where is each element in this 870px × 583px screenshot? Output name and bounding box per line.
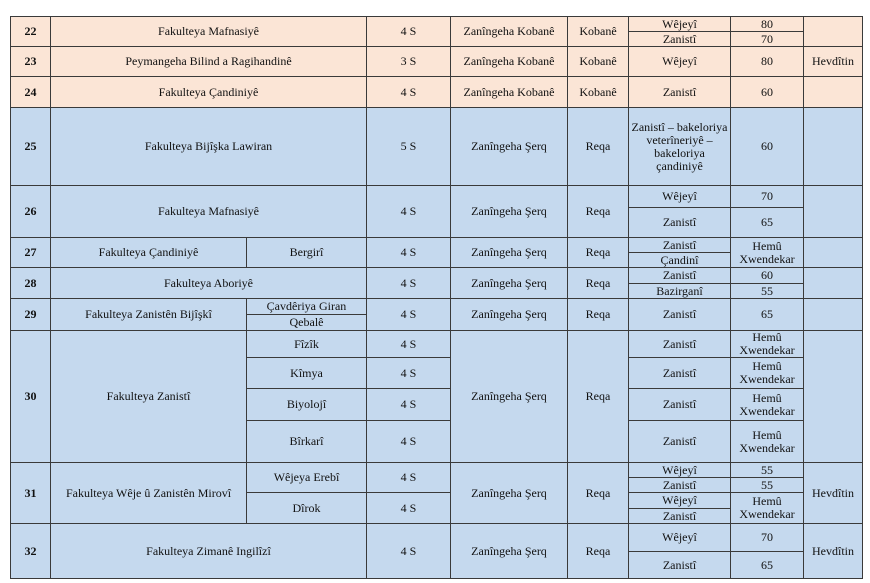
- branch-type: Çandinî: [628, 252, 731, 268]
- study-years: 4 S: [366, 237, 451, 268]
- row-number: 24: [10, 76, 51, 108]
- faculty-name: Fakulteya Çandiniyê: [50, 76, 367, 108]
- university-name: Zanîngeha Şerq: [450, 523, 568, 579]
- min-score: 70: [730, 31, 804, 47]
- branch-type: Zanistî: [628, 357, 731, 389]
- study-years: 4 S: [366, 267, 451, 299]
- min-score: Hemû Xwendekar: [730, 330, 804, 358]
- min-score: 70: [730, 185, 804, 208]
- city-name: Kobanê: [567, 16, 629, 47]
- department-name: Çavdêriya Giran: [246, 298, 367, 315]
- branch-type: Zanistî: [628, 76, 731, 108]
- study-years: 4 S: [366, 357, 451, 389]
- note: [803, 185, 863, 238]
- department-name: Kîmya: [246, 357, 367, 389]
- note: [803, 107, 863, 186]
- branch-type: Zanistî: [628, 267, 731, 284]
- branch-type: Zanistî: [628, 420, 731, 463]
- min-score: 80: [730, 46, 804, 77]
- min-score: 60: [730, 76, 804, 108]
- university-name: Zanîngeha Şerq: [450, 298, 568, 331]
- faculty-name: Fakulteya Bijîşka Lawiran: [50, 107, 367, 186]
- study-years: 4 S: [366, 330, 451, 358]
- study-years: 4 S: [366, 76, 451, 108]
- branch-type: Zanistî – bakeloriya veterîneriyê – bakeloriya çandiniyê: [628, 107, 731, 186]
- faculty-name: Fakulteya Aboriyê: [50, 267, 367, 299]
- study-years: 4 S: [366, 298, 451, 331]
- min-score: 80: [730, 16, 804, 32]
- row-number: 26: [10, 185, 51, 238]
- note: [803, 76, 863, 108]
- note: [803, 16, 863, 47]
- min-score: 60: [730, 107, 804, 186]
- min-score: 65: [730, 207, 804, 238]
- study-years: 3 S: [366, 46, 451, 77]
- branch-type: Wêjeyî: [628, 16, 731, 32]
- city-name: Kobanê: [567, 76, 629, 108]
- min-score: 55: [730, 477, 804, 493]
- branch-type: Zanistî: [628, 31, 731, 47]
- branch-type: Zanistî: [628, 477, 731, 493]
- branch-type: Wêjeyî: [628, 523, 731, 552]
- min-score: 60: [730, 267, 804, 284]
- department-name: Bîrkarî: [246, 420, 367, 463]
- branch-type: Wêjeyî: [628, 492, 731, 509]
- min-score: 55: [730, 462, 804, 478]
- faculty-name: Peymangeha Bilind a Ragihandinê: [50, 46, 367, 77]
- branch-type: Zanistî: [628, 508, 731, 524]
- city-name: Reqa: [567, 107, 629, 186]
- study-years: 4 S: [366, 462, 451, 493]
- min-score: 55: [730, 283, 804, 299]
- faculty-name: Fakulteya Mafnasiyê: [50, 16, 367, 47]
- university-name: Zanîngeha Şerq: [450, 462, 568, 524]
- faculty-name: Fakulteya Zimanê Ingilîzî: [50, 523, 367, 579]
- branch-type: Zanistî: [628, 330, 731, 358]
- row-number: 22: [10, 16, 51, 47]
- faculty-name: Fakulteya Mafnasiyê: [50, 185, 367, 238]
- branch-type: Bazirganî: [628, 283, 731, 299]
- row-number: 28: [10, 267, 51, 299]
- study-years: 4 S: [366, 185, 451, 238]
- city-name: Reqa: [567, 237, 629, 268]
- row-number: 25: [10, 107, 51, 186]
- faculty-name: Fakulteya Zanistên Bijîşkî: [50, 298, 247, 331]
- min-score: Hemû Xwendekar: [730, 492, 804, 524]
- study-years: 4 S: [366, 16, 451, 47]
- department-name: Qebalê: [246, 314, 367, 331]
- note: Hevdîtin: [803, 523, 863, 579]
- min-score: 65: [730, 298, 804, 331]
- branch-type: Zanistî: [628, 237, 731, 253]
- min-score: 70: [730, 523, 804, 552]
- faculty-name: Fakulteya Wêje û Zanistên Mirovî: [50, 462, 247, 524]
- study-years: 4 S: [366, 523, 451, 579]
- row-number: 30: [10, 330, 51, 463]
- note: [803, 298, 863, 331]
- university-name: Zanîngeha Şerq: [450, 237, 568, 268]
- branch-type: Wêjeyî: [628, 462, 731, 478]
- department-name: Biyolojî: [246, 388, 367, 421]
- department-name: Bergirî: [246, 237, 367, 268]
- city-name: Reqa: [567, 298, 629, 331]
- city-name: Kobanê: [567, 46, 629, 77]
- university-name: Zanîngeha Kobanê: [450, 16, 568, 47]
- note: [803, 237, 863, 268]
- note: Hevdîtin: [803, 462, 863, 524]
- university-name: Zanîngeha Şerq: [450, 107, 568, 186]
- city-name: Reqa: [567, 330, 629, 463]
- row-number: 32: [10, 523, 51, 579]
- university-name: Zanîngeha Şerq: [450, 185, 568, 238]
- note: [803, 330, 863, 463]
- row-number: 31: [10, 462, 51, 524]
- city-name: Reqa: [567, 185, 629, 238]
- row-number: 27: [10, 237, 51, 268]
- university-name: Zanîngeha Şerq: [450, 330, 568, 463]
- study-years: 5 S: [366, 107, 451, 186]
- study-years: 4 S: [366, 420, 451, 463]
- branch-type: Zanistî: [628, 207, 731, 238]
- row-number: 23: [10, 46, 51, 77]
- branch-type: Zanistî: [628, 388, 731, 421]
- faculty-name: Fakulteya Zanistî: [50, 330, 247, 463]
- min-score: Hemû Xwendekar: [730, 357, 804, 389]
- faculty-name: Fakulteya Çandiniyê: [50, 237, 247, 268]
- branch-type: Zanistî: [628, 298, 731, 331]
- department-name: Fîzîk: [246, 330, 367, 358]
- university-name: Zanîngeha Kobanê: [450, 46, 568, 77]
- study-years: 4 S: [366, 492, 451, 524]
- city-name: Reqa: [567, 462, 629, 524]
- note: Hevdîtin: [803, 46, 863, 77]
- branch-type: Zanistî: [628, 551, 731, 579]
- branch-type: Wêjeyî: [628, 46, 731, 77]
- study-years: 4 S: [366, 388, 451, 421]
- department-name: Wêjeya Erebî: [246, 462, 367, 493]
- min-score: Hemû Xwendekar: [730, 388, 804, 421]
- branch-type: Wêjeyî: [628, 185, 731, 208]
- min-score: Hemû Xwendekar: [730, 237, 804, 268]
- university-name: Zanîngeha Kobanê: [450, 76, 568, 108]
- min-score: 65: [730, 551, 804, 579]
- row-number: 29: [10, 298, 51, 331]
- department-name: Dîrok: [246, 492, 367, 524]
- note: [803, 267, 863, 299]
- min-score: Hemû Xwendekar: [730, 420, 804, 463]
- university-name: Zanîngeha Şerq: [450, 267, 568, 299]
- city-name: Reqa: [567, 267, 629, 299]
- city-name: Reqa: [567, 523, 629, 579]
